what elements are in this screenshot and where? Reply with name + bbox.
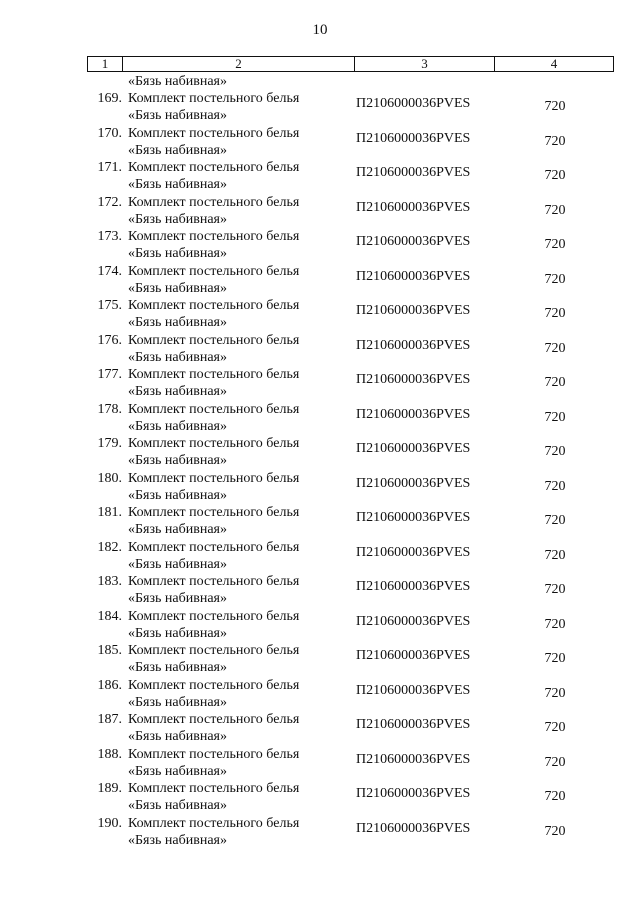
item-number: 175. [97,298,122,313]
item-code: П2106000036PVES [356,406,471,422]
item-name-line1: Комплект постельного белья [128,608,300,624]
item-quantity: 720 [544,271,566,287]
item-name [128,125,348,159]
item-code: П2106000036PVES [356,303,471,318]
item-name-line1: Комплект постельного белья [128,746,300,762]
table-row [0,746,640,781]
item-name [128,711,348,745]
item-number: 186. [97,677,122,693]
item-name [128,780,348,814]
item-name [128,194,348,228]
item-name-line2: «Бязь набивная» [128,729,227,744]
item-name-line2: «Бязь набивная» [128,384,227,399]
table-row [0,263,640,298]
item-code: П2106000036PVES [356,130,471,146]
item-name-line2: «Бязь набивная» [128,177,227,192]
item-code: П2106000036PVES [356,441,471,456]
item-name-line1: Комплект постельного белья [128,91,300,106]
item-name-line1: Комплект постельного белья [128,677,300,693]
table-row [0,677,640,712]
item-number: 185. [97,643,122,658]
item-quantity: 720 [544,409,566,425]
item-number: 187. [97,712,122,727]
item-code: П2106000036PVES [356,786,471,801]
item-code: П2106000036PVES [356,613,471,629]
item-name-line1: Комплект постельного белья [128,574,300,589]
item-quantity: 720 [544,99,566,114]
item-name [128,263,348,297]
item-name-line2: «Бязь набивная» [128,763,227,779]
column-header-2: 2 [123,57,355,71]
table-row [0,90,640,125]
item-code: П2106000036PVES [356,648,471,663]
item-name [128,470,348,504]
item-code: П2106000036PVES [356,372,471,387]
item-quantity: 720 [544,582,566,597]
item-name-line1: Комплект постельного белья [128,229,300,244]
item-name-line1: Комплект постельного белья [128,436,300,451]
item-name-line2: «Бязь набивная» [128,211,227,227]
table-row [0,470,640,505]
item-number: 181. [97,505,122,520]
table-row [0,504,640,539]
table-row [0,228,640,263]
item-name-line2: «Бязь набивная» [128,556,227,572]
item-number: 180. [97,470,122,486]
item-name-line1: Комплект постельного белья [128,505,300,520]
table-row [0,159,640,194]
item-number: 189. [97,781,122,796]
table-row [0,608,640,643]
item-quantity: 720 [544,168,566,183]
item-number: 178. [97,401,122,417]
item-quantity: 720 [544,616,566,632]
item-name-line1: Комплект постельного белья [128,298,300,313]
item-quantity: 720 [544,375,566,390]
item-name [128,608,348,642]
item-code: П2106000036PVES [356,96,471,111]
item-quantity: 720 [544,202,566,218]
item-name-line1: Комплект постельного белья [128,712,300,727]
item-number: 176. [97,332,122,348]
item-name [128,332,348,366]
item-name-line2: «Бязь набивная» [128,591,227,606]
item-name [128,228,348,262]
item-number: 182. [97,539,122,555]
table-header [87,56,614,72]
item-code: П2106000036PVES [356,682,471,698]
item-code: П2106000036PVES [356,717,471,732]
item-name-line2: «Бязь набивная» [128,142,227,158]
item-name-line1: Комплект постельного белья [128,781,300,796]
table-row [0,435,640,470]
item-name [128,539,348,573]
item-quantity: 720 [544,444,566,459]
item-code: П2106000036PVES [356,579,471,594]
item-number: 184. [97,608,122,624]
item-name [128,435,348,469]
table-row [0,815,640,850]
item-name-line1: Комплект постельного белья [128,470,300,486]
item-number: 190. [97,815,122,831]
item-name-line1: Комплект постельного белья [128,125,300,141]
item-name-line2: «Бязь набивная» [128,798,227,813]
item-number: 174. [97,263,122,279]
column-header-4: 4 [550,56,558,71]
item-name-line2: «Бязь набивная» [128,453,227,468]
item-name-line1: Комплект постельного белья [128,367,300,382]
item-name-line1: Комплект постельного белья [128,263,300,279]
item-code: П2106000036PVES [356,268,471,284]
item-number: 173. [97,229,122,244]
table-row [0,573,640,608]
item-name-line2: «Бязь набивная» [128,280,227,296]
items-list [0,90,640,849]
table-row [0,711,640,746]
item-number: 183. [97,574,122,589]
item-name-line1: Комплект постельного белья [128,332,300,348]
item-name-line1: Комплект постельного белья [128,643,300,658]
item-name [128,401,348,435]
item-name [128,746,348,780]
item-name [128,642,348,676]
table-row [0,780,640,815]
item-code: П2106000036PVES [356,510,471,525]
item-quantity: 720 [544,340,566,356]
table-row [0,366,640,401]
item-quantity: 720 [544,478,566,494]
item-name-line2: «Бязь набивная» [128,246,227,261]
item-code: П2106000036PVES [356,199,471,215]
table-row [0,194,640,229]
item-quantity: 720 [544,133,566,149]
item-name-line2: «Бязь набивная» [128,487,227,503]
item-quantity: 720 [544,651,566,666]
item-code: П2106000036PVES [356,337,471,353]
column-header-3: 3 [355,57,495,71]
item-number: 170. [97,125,122,141]
item-quantity: 720 [544,513,566,528]
item-code: П2106000036PVES [356,544,471,560]
item-code: П2106000036PVES [356,751,471,767]
item-number: 172. [97,194,122,210]
item-code: П2106000036PVES [356,475,471,491]
item-name [128,815,348,849]
item-name-line2: «Бязь набивная» [128,349,227,365]
item-quantity: 720 [544,754,566,770]
item-name-line1: Комплект постельного белья [128,401,300,417]
table-row [0,401,640,436]
item-quantity: 720 [544,823,566,839]
item-name [128,677,348,711]
item-name [128,366,348,400]
item-quantity: 720 [544,547,566,563]
item-number: 179. [97,436,122,451]
item-number: 177. [97,367,122,382]
table-row [0,125,640,160]
item-name [128,297,348,331]
table-row [0,332,640,367]
item-name-line2: «Бязь набивная» [128,660,227,675]
item-name-line2: «Бязь набивная» [128,832,227,848]
item-number: 188. [97,746,122,762]
item-name [128,573,348,607]
page-number: 10 [312,22,328,38]
item-name-line2: «Бязь набивная» [128,625,227,641]
item-quantity: 720 [544,685,566,701]
item-name [128,90,348,124]
table-row [0,297,640,332]
table-row [0,642,640,677]
item-number: 171. [97,160,122,175]
item-name-line2: «Бязь набивная» [128,108,227,123]
item-name-line2: «Бязь набивная» [128,694,227,710]
item-code: П2106000036PVES [356,820,471,836]
table-row [0,539,640,574]
item-quantity: 720 [544,237,566,252]
item-name-line1: Комплект постельного белья [128,539,300,555]
item-quantity: 720 [544,789,566,804]
item-name-line1: Комплект постельного белья [128,194,300,210]
item-name [128,504,348,538]
item-name-line2: «Бязь набивная» [128,418,227,434]
item-name-line1: Комплект постельного белья [128,815,300,831]
item-name-line2: «Бязь набивная» [128,522,227,537]
continued-item-text: «Бязь набивная» [128,74,227,89]
item-code: П2106000036PVES [356,234,471,249]
item-number: 169. [97,91,122,106]
item-quantity: 720 [544,720,566,735]
item-name-line1: Комплект постельного белья [128,160,300,175]
item-quantity: 720 [544,306,566,321]
item-code: П2106000036PVES [356,165,471,180]
item-name [128,159,348,193]
item-name-line2: «Бязь набивная» [128,315,227,330]
column-header-1: 1 [88,57,123,71]
